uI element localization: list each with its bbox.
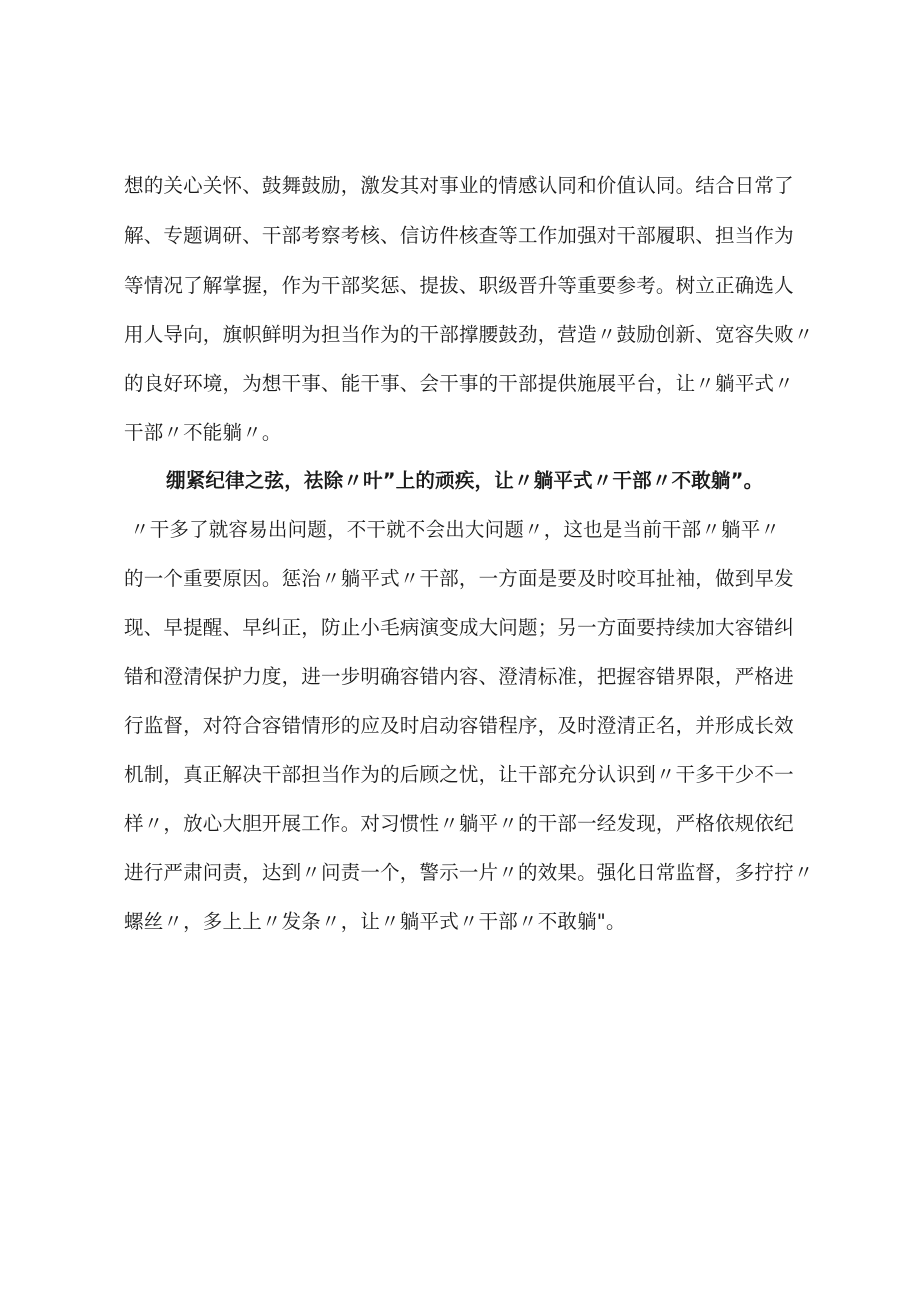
paragraph2-line-1: 〃干多了就容易出问题，不干就不会出大问题〃，这也是当前干部〃躺平〃 — [130, 518, 781, 541]
paragraph2-line-3: 现、早提醒、早纠正，防止小毛病演变成大问题；另一方面要持续加大容错纠 — [124, 616, 794, 639]
paragraph2-line-5: 行监督，对符合容错情形的应及时启动容错程序，及时澄清正名，并形成长效 — [124, 714, 794, 737]
paragraph1-line-5: 的良好环境，为想干事、能干事、会干事的干部提供施展平台，让〃躺平式〃 — [124, 372, 794, 395]
paragraph2-line-7: 样〃，放心大胆开展工作。对习惯性〃躺平〃的干部一经发现，严格依规依纪 — [124, 812, 794, 835]
paragraph2-line-8: 进行严肃问责，达到〃问责一个，警示一片〃的效果。强化日常监督，多拧拧〃 — [124, 861, 814, 884]
paragraph1-line-6: 干部〃不能躺〃。 — [124, 421, 282, 444]
paragraph2-line-2: 的一个重要原因。惩治〃躺平式〃干部，一方面是要及时咬耳扯袖，做到早发 — [124, 567, 794, 590]
paragraph1-line-4: 用人导向，旗帜鲜明为担当作为的干部撑腰鼓劲，营造〃鼓励创新、宽容失败〃 — [124, 323, 814, 346]
paragraph2-line-4: 错和澄清保护力度，进一步明确容错内容、澄清标准，把握容错界限，严格进 — [124, 665, 794, 688]
paragraph2-line-9: 螺丝〃，多上上〃发条〃，让〃躺平式〃干部〃不敢躺"。 — [124, 910, 626, 933]
paragraph2-line-6: 机制，真正解决干部担当作为的后顾之忧，让干部充分认识到〃干多干少不一 — [124, 763, 794, 786]
paragraph1-line-2: 解、专题调研、干部考察考核、信访件核查等工作加强对干部履职、担当作为 — [124, 224, 794, 247]
paragraph1-line-3: 等情况了解掌握，作为干部奖惩、提拔、职级晋升等重要参考。树立正确选人 — [124, 274, 794, 297]
section-heading: 绷紧纪律之弦，祛除〃叶”上的顽疾，让〃躺平式〃干部〃不敢躺”。 — [166, 469, 764, 492]
paragraph1-line-1: 想的关心关怀、鼓舞鼓励，激发其对事业的情感认同和价值认同。结合日常了 — [124, 174, 794, 197]
